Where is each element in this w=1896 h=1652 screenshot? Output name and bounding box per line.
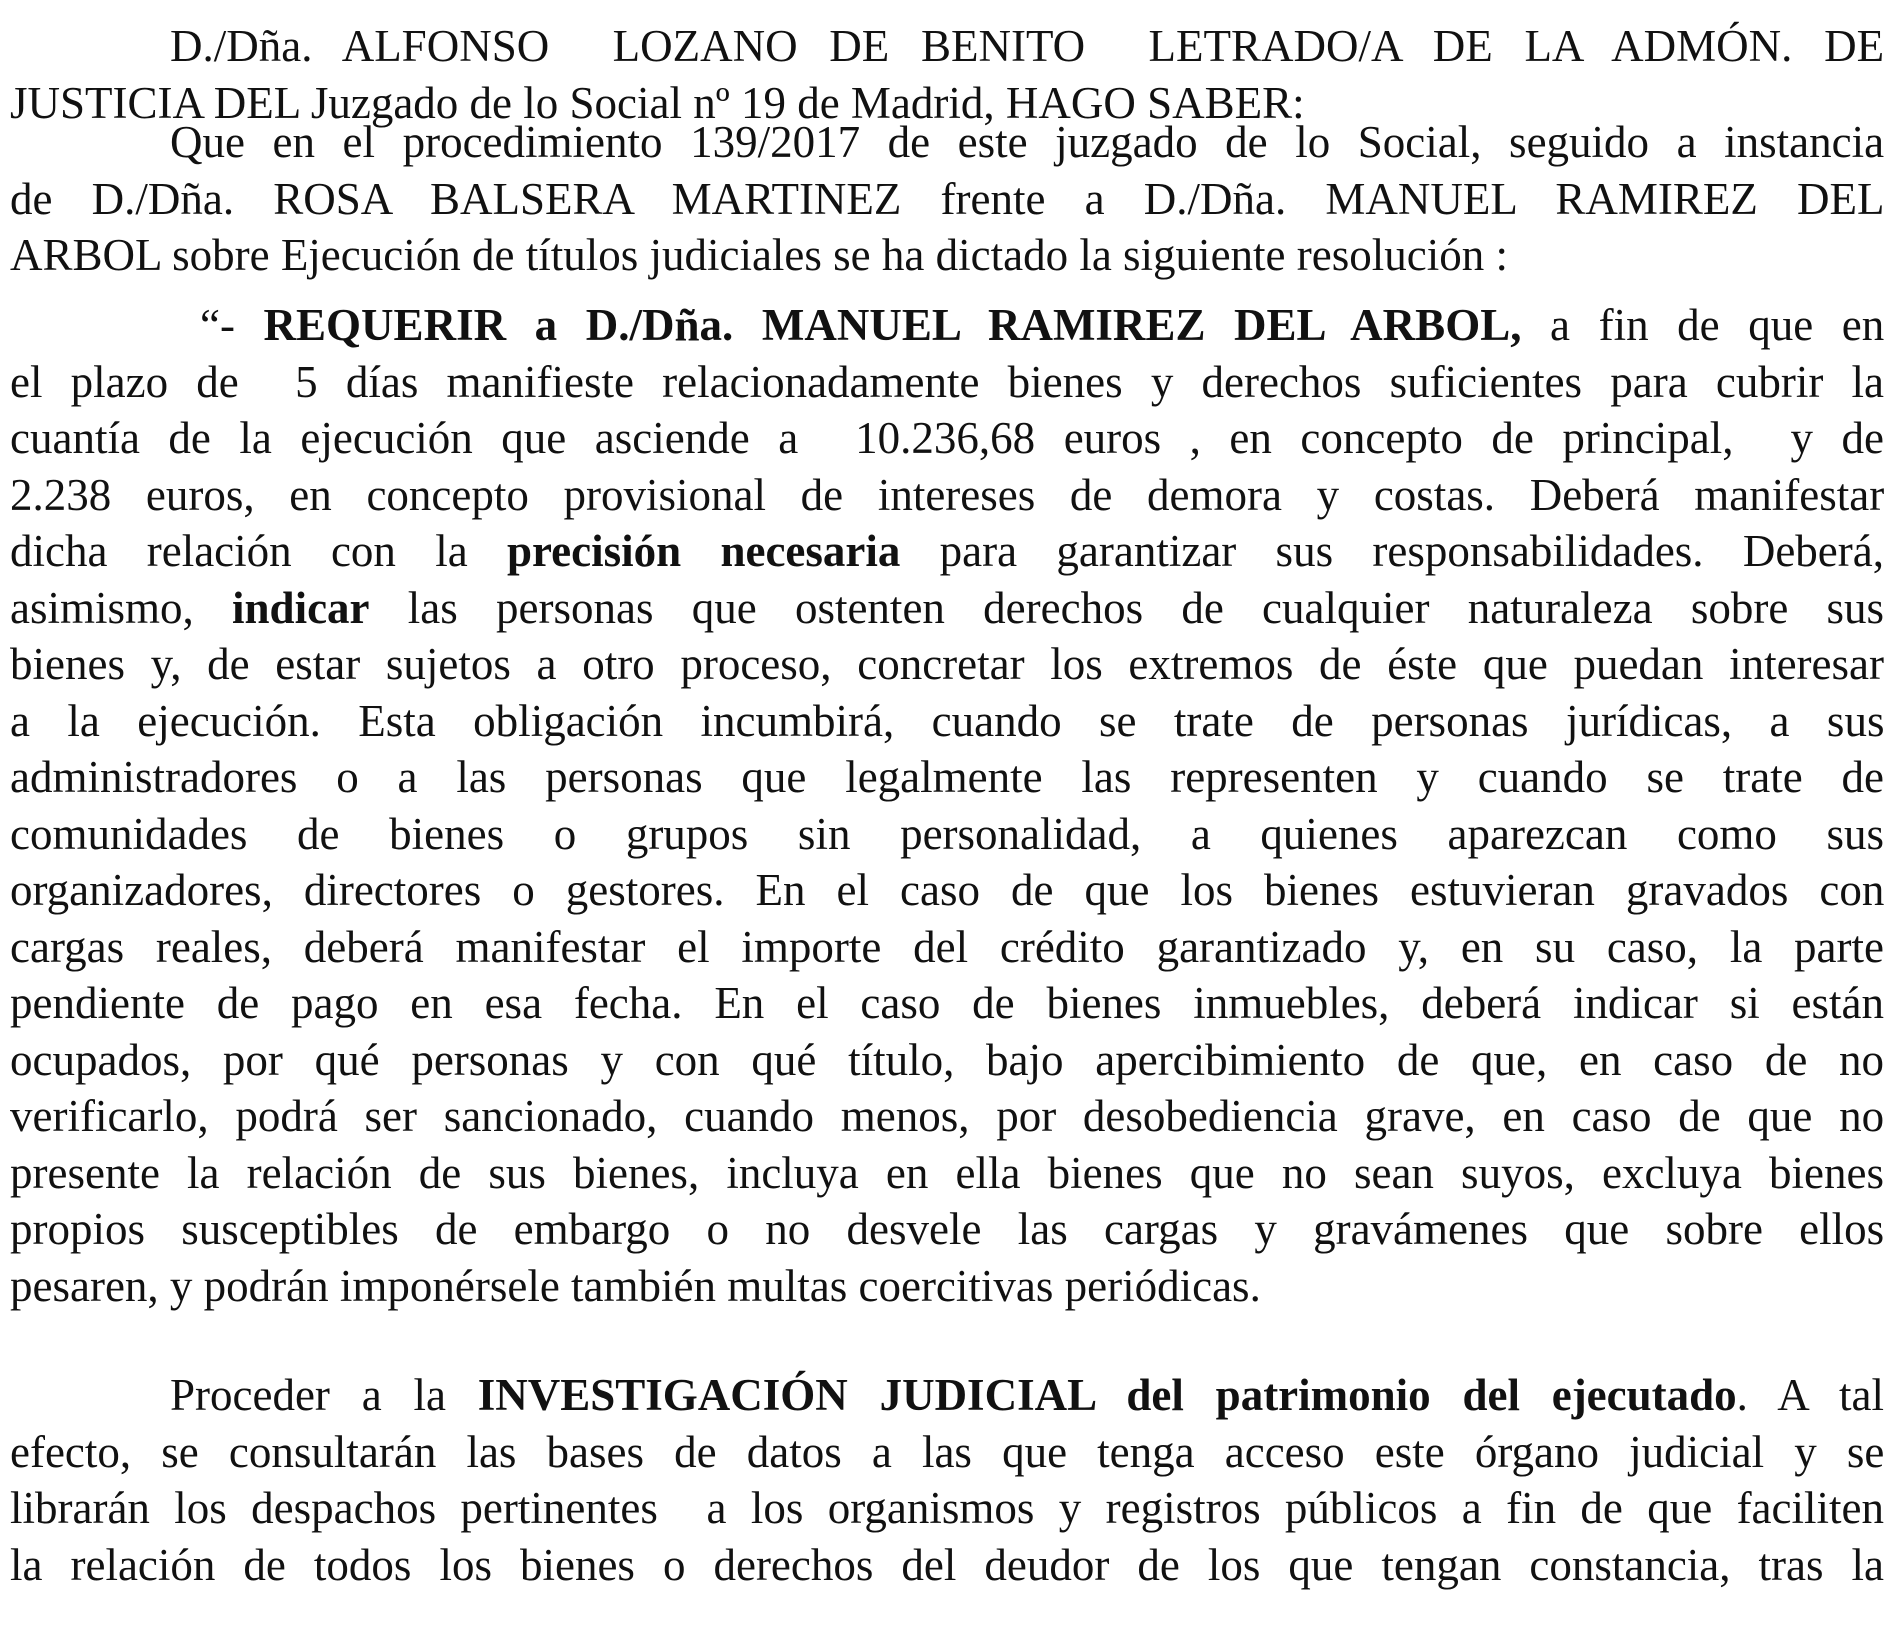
bold-precision: precisión necesaria	[506, 526, 901, 576]
intro-line-3: ARBOL sobre Ejecución de títulos judiciales se ha dictado la siguiente resolución :	[10, 230, 1508, 280]
header-line-1: D./Dña. ALFONSO LOZANO DE BENITO LETRADO/A DE LA ADMÓN. DE	[170, 21, 1885, 71]
requerir-line-15: verificarlo, podrá ser sancionado, cuando menos, por desobediencia grave, en caso de que no	[10, 1091, 1885, 1141]
requerir-line-14: ocupados, por qué personas y con qué título, bajo apercibimiento de que, en caso de no	[10, 1034, 1885, 1085]
intro-paragraph	[10, 114, 1884, 284]
investigacion-line-1: Proceder a la INVESTIGACIÓN JUDICIAL del patrimonio del ejecutado. A tal	[170, 1370, 1884, 1420]
requerir-line-4: 2.238 euros, en concepto provisional de intereses de demora y costas. Deberá manifestar	[10, 469, 1885, 520]
intro-line-1: Que en el procedimiento 139/2017 de este juzgado de lo Social, seguido a instancia	[170, 117, 1885, 167]
bold-investigacion: INVESTIGACIÓN JUDICIAL del patrimonio del ejecutado	[477, 1370, 1737, 1420]
investigacion-line-3: librarán los despachos pertinentes a los organismos y registros públicos a fin de que faciliten	[10, 1483, 1884, 1533]
bold-indicar: indicar	[232, 582, 370, 633]
requerir-line-9: administradores o a las personas que legalmente las representen y cuando se trate de	[10, 752, 1884, 802]
requerir-line-3: cuantía de la ejecución que asciende a 10.236,68 euros , en concepto de principal, y de	[10, 413, 1884, 463]
requerir-bold-heading: REQUERIR a D./Dña. MANUEL RAMIREZ DEL ARBOL,	[263, 300, 1522, 350]
investigacion-paragraph	[10, 1367, 1884, 1593]
investigacion-line-2: efecto, se consultarán las bases de datos a las que tenga acceso este órgano judicial y se	[10, 1426, 1885, 1477]
investigacion-line-4: la relación de todos los bienes o derechos del deudor de los que tengan constancia, tras la	[10, 1539, 1884, 1590]
requerir-line-1: “- REQUERIR a D./Dña. MANUEL RAMIREZ DEL ARBOL, a fin de que en	[200, 300, 1885, 350]
requerir-line-13: pendiente de pago en esa fecha. En el caso de bienes inmuebles, deberá indicar si están	[10, 978, 1884, 1028]
requerir-line-10: comunidades de bienes o grupos sin personalidad, a quienes aparezcan como sus	[10, 808, 1885, 859]
requerir-line-7: bienes y, de estar sujetos a otro proceso, concretar los extremos de éste que puedan interesar	[10, 639, 1884, 689]
requerir-line-11: organizadores, directores o gestores. En el caso de que los bienes estuvieran gravados con	[10, 865, 1885, 915]
requerir-line-5: dicha relación con la precisión necesaria para garantizar sus responsabilidades. Deberá,	[10, 526, 1884, 576]
requerir-line-12: cargas reales, deberá manifestar el importe del crédito garantizado y, en su caso, la parte	[10, 921, 1884, 972]
header-line-2: JUSTICIA DEL Juzgado de lo Social nº 19 de Madrid, HAGO SABER:	[10, 77, 1305, 128]
requerir-paragraph	[10, 297, 1884, 1314]
requerir-line-6: asimismo, indicar las personas que ostenten derechos de cualquier naturaleza sobre sus	[10, 582, 1885, 633]
requerir-line-17: propios susceptibles de embargo o no desvele las cargas y gravámenes que sobre ellos	[10, 1204, 1885, 1254]
requerir-line-2: el plazo de 5 días manifieste relacionadamente bienes y derechos suficientes para cubrir la	[10, 356, 1884, 407]
requerir-line-16: presente la relación de sus bienes, incluya en ella bienes que no sean suyos, excluya bienes	[10, 1147, 1884, 1198]
requerir-line-8: a la ejecución. Esta obligación incumbirá, cuando se trate de personas jurídicas, a sus	[10, 695, 1885, 746]
intro-line-2: de D./Dña. ROSA BALSERA MARTINEZ frente a D./Dña. MANUEL RAMIREZ DEL	[10, 173, 1885, 224]
requerir-line-18: pesaren, y podrán imponérsele también multas coercitivas periódicas.	[10, 1260, 1261, 1311]
